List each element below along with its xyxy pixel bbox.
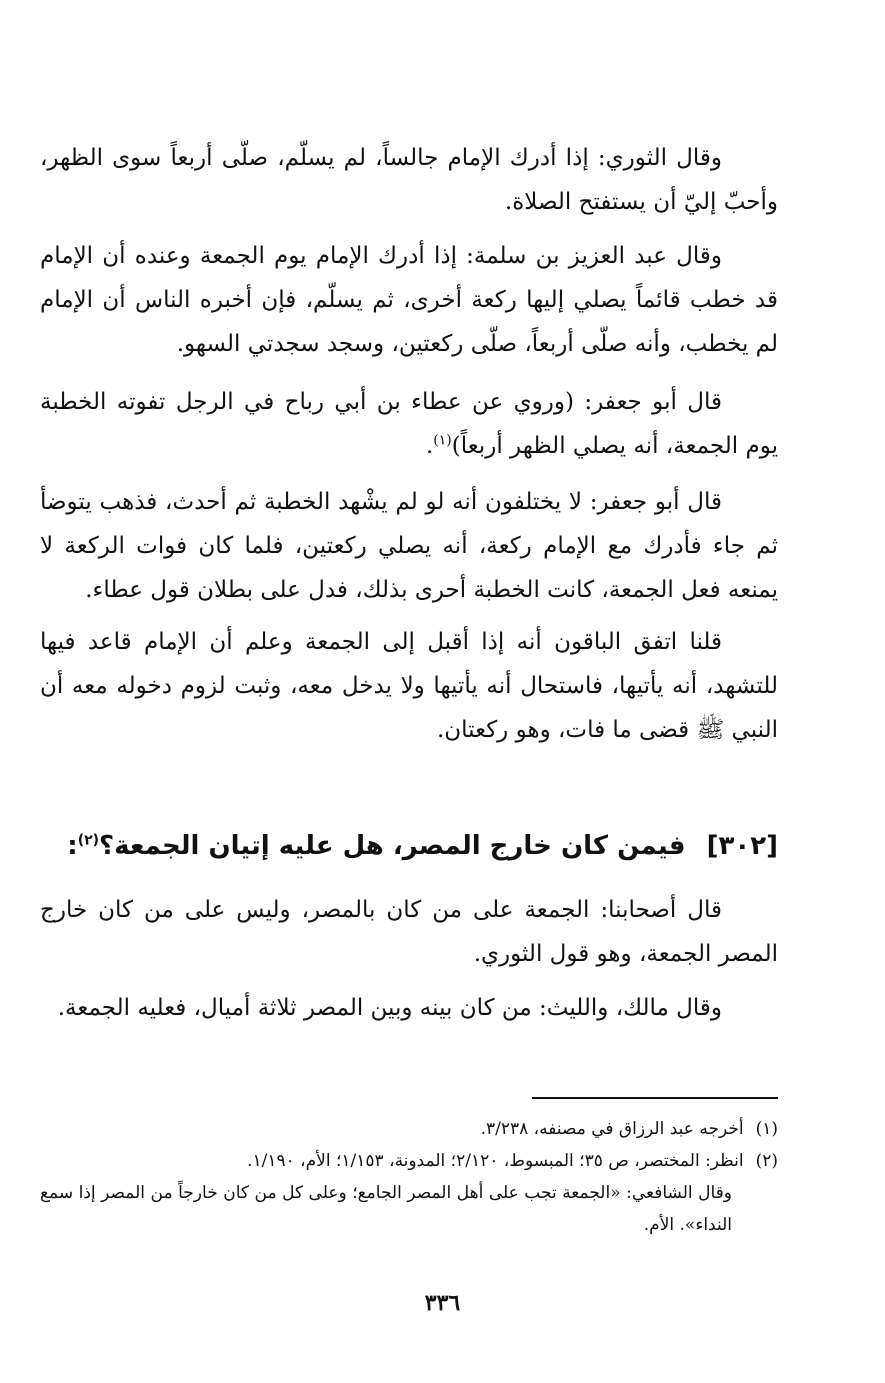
paragraph-6-text: قال أصحابنا: الجمعة على من كان بالمصر، وليس على من كان خارج المصر الجمعة، وهو قول الثوري. xyxy=(40,897,778,967)
paragraph-6 xyxy=(40,888,778,976)
paragraph-2-text: وقال عبد العزيز بن سلمة: إذا أدرك الإمام يوم الجمعة وعنده أن الإمام قد خطب قائماً يصلي إليها ركعة أخرى، ثم يسلّم، فإن أخبره الناس أن الإمام لم يخطب، وأنه صلّى أربعاً، صلّى ركعتين، وسجد سجدتي السهو. xyxy=(40,243,778,357)
footnote-divider xyxy=(532,1097,778,1099)
paragraph-7-text: وقال مالك، والليث: من كان بينه وبين المصر ثلاثة أميال، فعليه الجمعة. xyxy=(57,995,722,1021)
footnote-2-text: انظر: المختصر، ص ٣٥؛ المبسوط، ٢/١٢٠؛ المدونة، ١/١٥٣؛ الأم، ١/١٩٠. xyxy=(247,1151,744,1171)
paragraph-4 xyxy=(40,480,778,612)
footnote-1-marker: (١) xyxy=(755,1119,778,1139)
footnote-ref-2: (٢) xyxy=(77,832,100,849)
footnote-1 xyxy=(40,1113,778,1145)
paragraph-5 xyxy=(40,620,778,752)
body-text-bottom xyxy=(40,888,778,1030)
paragraph-2 xyxy=(40,234,778,366)
paragraph-5-text: قلنا اتفق الباقون أنه إذا أقبل إلى الجمعة وعلم أن الإمام قاعد فيها للتشهد، أنه يأتيها، فاستحال أنه يأتيها ولا يدخل معه، وثبت لزوم دخوله معه أن النبي ﷺ قضى ما فات، وهو ركعتان. xyxy=(40,629,778,743)
paragraph-3-text: قال أبو جعفر: (وروي عن عطاء بن أبي رباح في الرجل تفوته الخطبة يوم الجمعة، أنه يصلي الظهر أربعاً) xyxy=(40,389,778,459)
section-title-tail: : xyxy=(67,831,78,861)
paragraph-3-tail: . xyxy=(425,433,434,459)
section-title: فيمن كان خارج المصر، هل عليه إتيان الجمعة؟ xyxy=(99,831,686,861)
footnote-1-text: أخرجه عبد الرزاق في مصنفه، ٣/٢٣٨. xyxy=(480,1119,744,1139)
page-number: ٣٣٦ xyxy=(424,1290,461,1316)
footnote-2 xyxy=(40,1145,778,1177)
paragraph-4-text: قال أبو جعفر: لا يختلفون أنه لو لم يشْهد الخطبة ثم أحدث، فذهب يتوضأ ثم جاء فأدرك مع الإمام ركعة، أنه يصلي ركعتين، فلما كان فوات الركعة لا يمنعه فعل الجمعة، كانت الخطبة أحرى بذلك، فدل على بطلان قول عطاء. xyxy=(40,489,778,603)
paragraph-3 xyxy=(40,380,778,468)
paragraph-7 xyxy=(40,986,778,1030)
footnote-2-marker: (٢) xyxy=(755,1151,778,1171)
footnotes xyxy=(40,1113,778,1241)
section-number: [٣٠٢] xyxy=(706,831,778,861)
paragraph-1 xyxy=(40,136,778,224)
body-text-top xyxy=(40,136,778,752)
footnote-2-continuation: وقال الشافعي: «الجمعة تجب على أهل المصر الجامع؛ وعلى كل من كان خارجاً من المصر إذا سمع النداء». الأم. xyxy=(40,1183,732,1235)
footnote-ref-1: (١) xyxy=(433,432,452,449)
section-heading xyxy=(40,824,778,868)
paragraph-1-text: وقال الثوري: إذا أدرك الإمام جالساً، لم يسلّم، صلّى أربعاً سوى الظهر، وأحبّ إليّ أن يستفتح الصلاة. xyxy=(40,145,778,215)
